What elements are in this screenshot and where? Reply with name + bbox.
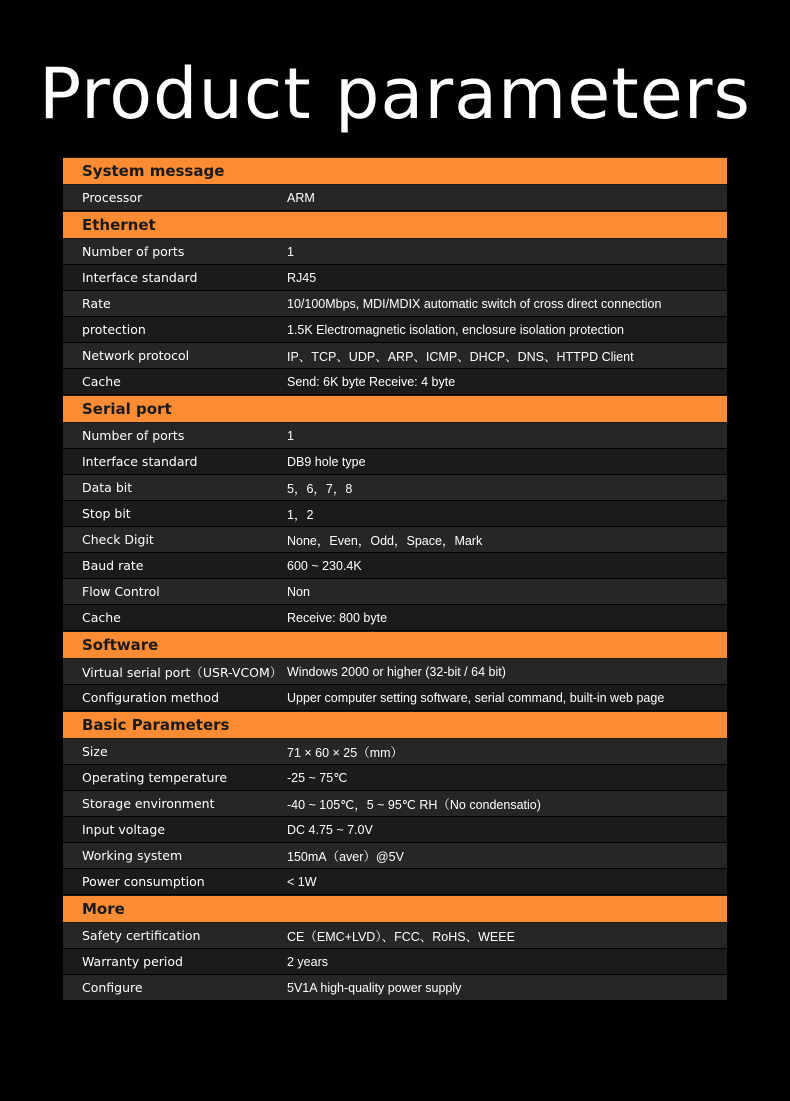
spec-value: -25 ~ 75℃ <box>287 771 348 785</box>
spec-value: Non <box>287 584 310 599</box>
spec-value: < 1W <box>287 874 317 889</box>
section-more <box>63 895 727 1001</box>
spec-label: Interface standard <box>82 454 198 469</box>
spec-value: Send: 6K byte Receive: 4 byte <box>287 374 456 389</box>
spec-row <box>63 605 727 631</box>
spec-value: DC 4.75 ~ 7.0V <box>287 822 373 837</box>
spec-row <box>63 369 727 395</box>
section-ethernet <box>63 211 727 395</box>
spec-label: Operating temperature <box>82 770 228 785</box>
spec-label: Processor <box>82 190 143 205</box>
spec-label: Power consumption <box>82 874 205 889</box>
section-title: More <box>82 900 125 918</box>
spec-value: 600 ~ 230.4K <box>287 558 362 573</box>
spec-value: 1.5K Electromagnetic isolation, enclosure isolation protection <box>287 322 624 337</box>
spec-row <box>63 765 727 791</box>
section-title: Ethernet <box>82 216 156 234</box>
spec-row <box>63 291 727 317</box>
spec-label: Input voltage <box>82 822 166 837</box>
spec-value: Upper computer setting software, serial command, built-in web page <box>287 690 665 705</box>
spec-row <box>63 791 727 817</box>
spec-label: Cache <box>82 610 121 625</box>
spec-row <box>63 449 727 475</box>
spec-label: Number of ports <box>82 428 185 443</box>
spec-value: DB9 hole type <box>287 454 366 469</box>
spec-value: Receive: 800 byte <box>287 610 388 625</box>
spec-label: Interface standard <box>82 270 198 285</box>
spec-row <box>63 975 727 1001</box>
section-title: Basic Parameters <box>82 716 230 734</box>
section-title: Software <box>82 636 159 654</box>
spec-label: Configure <box>82 980 143 995</box>
section-header <box>63 631 727 659</box>
spec-value: 1，2 <box>287 507 314 522</box>
spec-value: 5，6，7，8 <box>287 481 353 496</box>
spec-row <box>63 501 727 527</box>
spec-value: RJ45 <box>287 270 317 285</box>
spec-label: Stop bit <box>82 506 131 521</box>
spec-value: Windows 2000 or higher (32-bit / 64 bit) <box>287 664 506 679</box>
spec-row <box>63 265 727 291</box>
spec-label: protection <box>82 322 146 337</box>
spec-label: Virtual serial port（USR-VCOM） <box>82 664 283 680</box>
spec-label: Data bit <box>82 480 133 495</box>
spec-row <box>63 739 727 765</box>
spec-label: Size <box>82 744 108 759</box>
spec-value: -40 ~ 105℃，5 ~ 95℃ RH（No condensatio) <box>287 797 541 812</box>
spec-row <box>63 317 727 343</box>
section-header <box>63 711 727 739</box>
spec-row <box>63 869 727 895</box>
spec-row <box>63 659 727 685</box>
page-title: Product parameters <box>38 53 752 135</box>
spec-label: Storage environment <box>82 796 215 811</box>
spec-row <box>63 685 727 711</box>
spec-value: 2 years <box>287 954 328 969</box>
spec-label: Baud rate <box>82 558 144 573</box>
spec-label: Cache <box>82 374 121 389</box>
section-header <box>63 211 727 239</box>
spec-row <box>63 923 727 949</box>
spec-label: Safety certification <box>82 928 201 943</box>
spec-row <box>63 423 727 449</box>
spec-value: CE（EMC+LVD）、FCC、RoHS、WEEE <box>287 929 515 944</box>
spec-row <box>63 949 727 975</box>
spec-row <box>63 553 727 579</box>
section-title: Serial port <box>82 400 172 418</box>
spec-row <box>63 239 727 265</box>
spec-label: Number of ports <box>82 244 185 259</box>
section-header <box>63 157 727 185</box>
section-header <box>63 395 727 423</box>
spec-value: 10/100Mbps, MDI/MDIX automatic switch of cross direct connection <box>287 296 662 311</box>
spec-label: Warranty period <box>82 954 183 969</box>
spec-table <box>63 157 727 1001</box>
spec-row <box>63 843 727 869</box>
spec-row <box>63 527 727 553</box>
spec-value: 1 <box>287 244 294 259</box>
spec-label: Flow Control <box>82 584 160 599</box>
spec-value: None，Even，Odd，Space，Mark <box>287 533 483 548</box>
spec-value: 71 × 60 × 25（mm） <box>287 745 404 760</box>
section-serial-port <box>63 395 727 631</box>
section-title: System message <box>82 162 225 180</box>
spec-label: Configuration method <box>82 690 220 705</box>
spec-label: Check Digit <box>82 532 154 547</box>
spec-label: Working system <box>82 848 183 863</box>
spec-row <box>63 185 727 211</box>
spec-value: 1 <box>287 428 294 443</box>
spec-value: IP、TCP、UDP、ARP、ICMP、DHCP、DNS、HTTPD Client <box>287 349 634 364</box>
section-header <box>63 895 727 923</box>
spec-row <box>63 343 727 369</box>
spec-value: 5V1A high-quality power supply <box>287 980 462 995</box>
spec-label: Network protocol <box>82 348 190 363</box>
section-system-message <box>63 157 727 211</box>
spec-row <box>63 817 727 843</box>
spec-value: ARM <box>287 190 315 205</box>
section-basic-parameters <box>63 711 727 895</box>
spec-label: Rate <box>82 296 111 311</box>
section-software <box>63 631 727 711</box>
spec-row <box>63 475 727 501</box>
spec-row <box>63 579 727 605</box>
spec-value: 150mA（aver）@5V <box>287 849 404 864</box>
